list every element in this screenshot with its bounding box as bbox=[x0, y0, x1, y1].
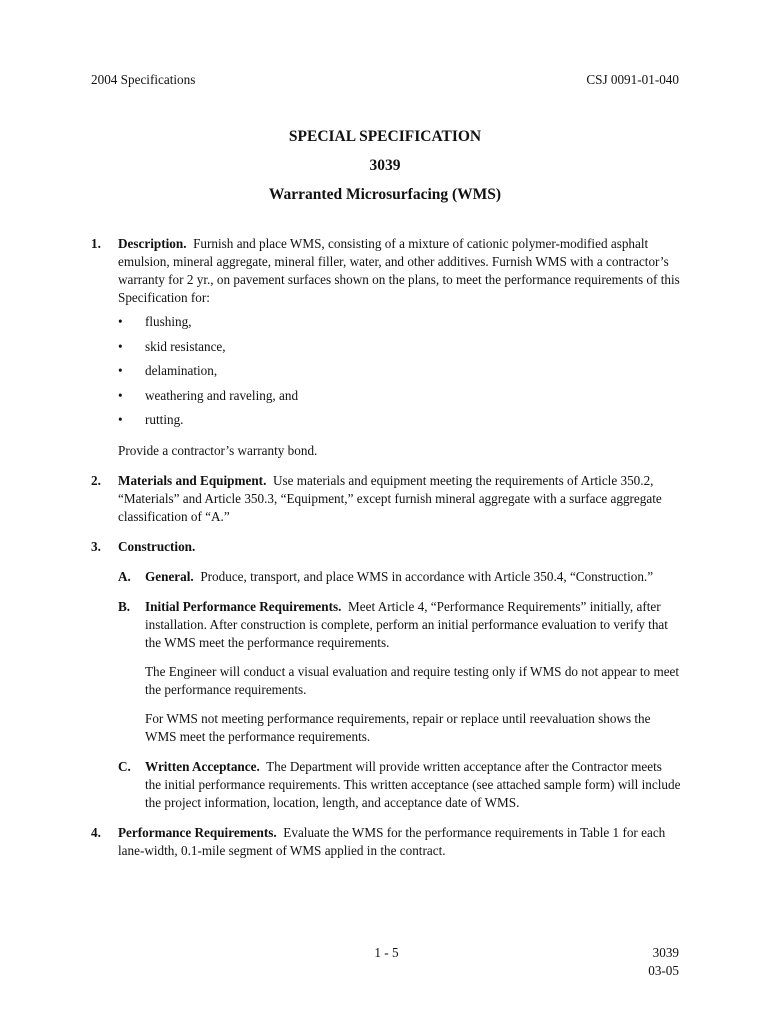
warranty-bond-paragraph: Provide a contractor’s warranty bond. bbox=[118, 442, 318, 458]
list-item-text: skid resistance, bbox=[145, 338, 226, 354]
section-paragraph bbox=[118, 472, 681, 526]
title-spec-number: 3039 bbox=[369, 157, 401, 174]
bullet-icon: • bbox=[118, 338, 123, 354]
section-number: 2. bbox=[91, 472, 101, 488]
subsection-paragraph bbox=[145, 598, 681, 652]
subsection-letter: A. bbox=[118, 568, 131, 584]
footer-spec-number: 3039 bbox=[652, 945, 679, 960]
section-materials bbox=[91, 472, 681, 526]
list-item-text: rutting. bbox=[145, 412, 184, 427]
subsection-general bbox=[118, 568, 681, 586]
title-special-specification: SPECIAL SPECIFICATION bbox=[288, 128, 482, 145]
list-item-text: weathering and raveling, and bbox=[145, 387, 299, 403]
section-text: Furnish and place WMS, consisting of a mixture of cationic polymer-modified asphalt emulsion, mineral aggregate, mineral filler, water, and other additives. Furnish WMS with a contractor’s warranty for 2 yr., on pavement surfaces shown on the plans, to meet the performance requirements of this Specification for: bbox=[118, 236, 680, 305]
subsection-paragraph bbox=[145, 568, 653, 586]
subsection-text: The Department will provide written acceptance after the Contractor meets the initial performance requirements. This written acceptance (see attached sample form) will include the project information, location, length, and acceptance date of WMS. bbox=[145, 758, 681, 810]
bullet-icon: • bbox=[118, 412, 123, 427]
header-spec-year: 2004 Specifications bbox=[91, 72, 196, 87]
subsection-letter: C. bbox=[118, 758, 131, 774]
subsection-initial-performance bbox=[118, 598, 681, 746]
section-description bbox=[91, 235, 681, 460]
footer-spec-date: 03-05 bbox=[648, 963, 679, 978]
bullet-icon: • bbox=[118, 314, 123, 329]
section-title: Description. bbox=[118, 236, 187, 251]
subsection-title: Initial Performance Requirements. bbox=[145, 598, 342, 614]
subsection-paragraph bbox=[145, 758, 681, 812]
subsection-letter: B. bbox=[118, 598, 131, 614]
performance-list bbox=[118, 313, 681, 436]
section-number: 4. bbox=[91, 824, 101, 840]
list-item bbox=[118, 313, 681, 338]
list-item-text: delamination, bbox=[145, 363, 218, 378]
subsection-paragraph-3: For WMS not meeting performance requirements, repair or replace until reevaluation shows the WMS meet the performance requirements. bbox=[145, 710, 651, 744]
footer-spec-code bbox=[648, 944, 679, 980]
section-text: Evaluate the WMS for the performance requirements in Table 1 for each lane-width, 0.1-mile segment of WMS applied in the contract. bbox=[118, 824, 666, 858]
list-item bbox=[118, 411, 681, 436]
section-title: Materials and Equipment. bbox=[118, 472, 267, 488]
section-text: Use materials and equipment meeting the requirements of Article 350.2, “Materials” and Article 350.3, “Equipment,” except furnish mineral aggregate with a surface aggregate classification of “A.” bbox=[118, 472, 662, 524]
subsection-title: Written Acceptance. bbox=[145, 758, 260, 774]
section-performance-requirements bbox=[91, 824, 681, 860]
section-number: 1. bbox=[91, 236, 101, 251]
subsection-text: Meet Article 4, “Performance Requirements” initially, after installation. After construction is complete, perform an initial performance evaluation to verify that the WMS meet the performance requirements. bbox=[145, 598, 668, 650]
subsection-written-acceptance bbox=[118, 758, 681, 812]
page-number: 1 - 5 bbox=[374, 945, 399, 960]
list-item bbox=[118, 338, 681, 363]
list-item-text: flushing, bbox=[145, 314, 192, 329]
header-csj-number: CSJ 0091-01-040 bbox=[586, 72, 679, 87]
subsection-title: General. bbox=[145, 568, 194, 584]
section-paragraph bbox=[118, 235, 681, 307]
subsection-paragraph-2: The Engineer will conduct a visual evaluation and require testing only if WMS do not appear to meet the performance requirements. bbox=[145, 663, 680, 697]
title-spec-name: Warranted Microsurfacing (WMS) bbox=[268, 186, 502, 203]
document-body bbox=[91, 235, 681, 872]
section-number: 3. bbox=[91, 538, 101, 554]
section-title: Construction. bbox=[118, 538, 196, 554]
bullet-icon: • bbox=[118, 363, 123, 378]
bullet-icon: • bbox=[118, 387, 123, 403]
section-title: Performance Requirements. bbox=[118, 824, 277, 840]
section-paragraph bbox=[118, 824, 681, 860]
list-item bbox=[118, 387, 681, 412]
section-construction bbox=[91, 538, 681, 812]
page-header bbox=[91, 71, 679, 89]
subsection-text: Produce, transport, and place WMS in accordance with Article 350.4, “Construction.” bbox=[200, 568, 654, 584]
list-item bbox=[118, 362, 681, 387]
